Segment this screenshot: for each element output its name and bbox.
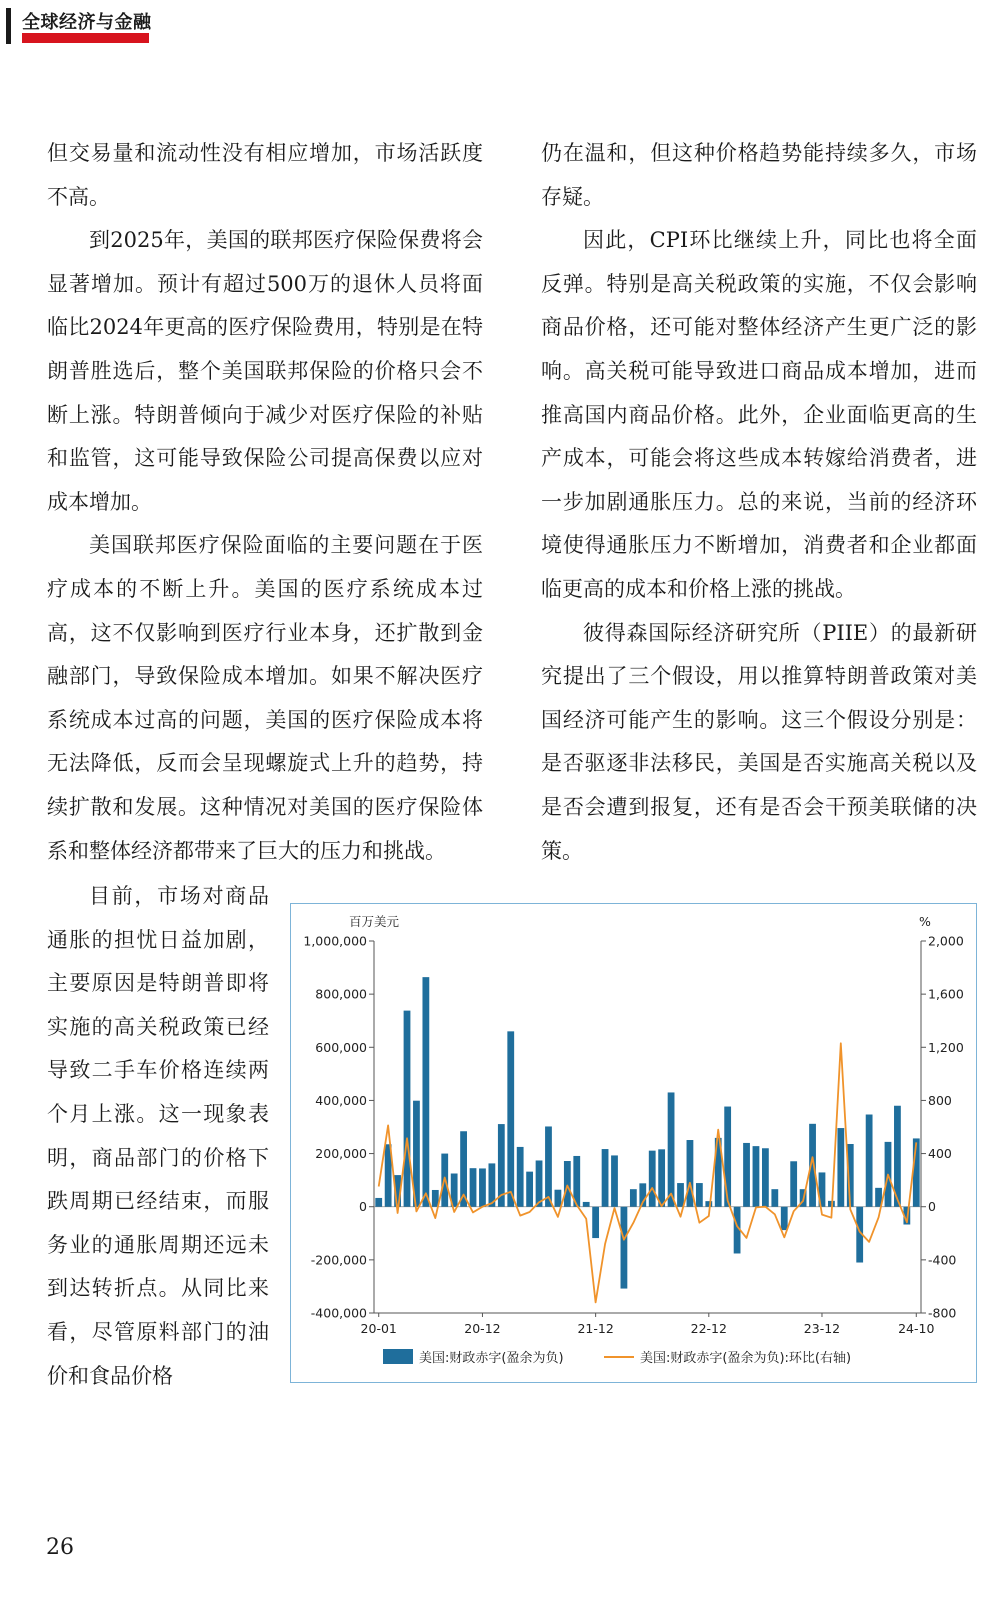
- x-tick-label: 22-12: [690, 1321, 727, 1336]
- right-tick-label: 400: [928, 1146, 952, 1162]
- right-column-paragraph: 仍在温和，但这种价格趋势能持续多久，市场存疑。: [541, 141, 977, 209]
- left-tick-label: 600,000: [315, 1039, 367, 1055]
- header-red-underline: [22, 33, 149, 43]
- left-column-paragraph: 美国联邦医疗保险面临的主要问题在于医疗成本的不断上升。美国的医疗系统成本过高，这不仅影响到医疗行业本身，还扩散到金融部门，导致保险成本增加。如果不解决医疗系统成本过高的问题，美国的医疗保险成本将无法降低，反而会呈现螺旋式上升的趋势，持续扩散和发展。这种情况对美国的医疗保险体系和整体经济都带来了巨大的压力和挑战。: [47, 533, 483, 863]
- legend-bar-swatch: [383, 1349, 413, 1364]
- right-column-paragraph: 因此，CPI环比继续上升，同比也将全面反弹。特别是高关税政策的实施，不仅会影响商品价格，还可能对整体经济产生更广泛的影响。高关税可能导致进口商品成本增加，进而推高国内商品价格。此外，企业面临更高的生产成本，可能会将这些成本转嫁给消费者，进一步加剧通胀压力。总的来说，当前的经济环境使得通胀压力不断增加，消费者和企业都面临更高的成本和价格上涨的挑战。: [541, 228, 977, 601]
- deficit-bar: [422, 977, 429, 1207]
- deficit-bar: [696, 1183, 703, 1207]
- x-tick-label: 20-12: [464, 1321, 501, 1336]
- deficit-bar: [658, 1149, 665, 1206]
- deficit-bar: [837, 1128, 844, 1207]
- deficit-bar: [545, 1126, 552, 1206]
- deficit-bar: [517, 1147, 524, 1207]
- header-accent-bar: [6, 8, 11, 44]
- deficit-bar: [470, 1168, 477, 1207]
- right-tick-label: -400: [928, 1252, 957, 1268]
- page-number: 26: [46, 1535, 74, 1560]
- right-tick-label: -800: [928, 1305, 957, 1321]
- left-tick-label: 400,000: [315, 1092, 367, 1108]
- x-tick-label: 23-12: [803, 1321, 841, 1336]
- right-tick-label: 0: [928, 1199, 936, 1215]
- x-tick-label: 21-12: [577, 1321, 614, 1336]
- narrow-column-paragraph: 目前，市场对商品通胀的担忧日益加剧，主要原因是特朗普即将实施的高关税政策已经导致二手车价格连续两个月上涨。这一现象表明，商品部门的价格下跌周期已经结束，而服务业的通胀周期还远未到达转折点。从同比来看，尽管原料部门的油价和食品价格: [47, 884, 269, 1388]
- right-axis-unit: %: [919, 914, 931, 929]
- deficit-bar: [583, 1202, 590, 1207]
- deficit-bar: [592, 1207, 599, 1238]
- deficit-chart: [290, 903, 977, 1383]
- left-column-paragraph: 但交易量和流动性没有相应增加，市场活跃度不高。: [47, 141, 483, 209]
- deficit-bar: [507, 1031, 514, 1206]
- deficit-bar: [677, 1183, 684, 1207]
- left-tick-label: 0: [359, 1199, 367, 1215]
- left-axis-unit: 百万美元: [349, 914, 400, 929]
- deficit-bar: [630, 1189, 637, 1207]
- deficit-bar: [724, 1107, 731, 1207]
- deficit-bar: [611, 1155, 618, 1206]
- x-tick-label: 24-10: [898, 1321, 935, 1336]
- x-tick-label: 20-01: [360, 1321, 397, 1336]
- right-tick-label: 2,000: [928, 933, 964, 949]
- left-tick-label: -200,000: [310, 1252, 367, 1268]
- deficit-bar: [536, 1160, 543, 1206]
- chart-svg: [291, 904, 975, 1381]
- section-title: 全球经济与金融: [22, 12, 152, 33]
- left-tick-label: 200,000: [315, 1146, 367, 1162]
- deficit-bar: [781, 1207, 788, 1230]
- deficit-bar: [479, 1168, 486, 1206]
- deficit-bar: [753, 1146, 760, 1207]
- deficit-bar: [564, 1161, 571, 1207]
- legend-bar-label: 美国:财政赤字(盈余为负): [419, 1351, 564, 1366]
- left-column: [47, 132, 483, 873]
- legend-line-label: 美国:财政赤字(盈余为负):环比(右轴): [640, 1351, 852, 1366]
- deficit-bar: [375, 1198, 382, 1207]
- deficit-bar: [621, 1207, 628, 1289]
- deficit-bar: [555, 1190, 562, 1207]
- left-column-paragraph: 到2025年，美国的联邦医疗保险保费将会显著增加。预计有超过500万的退休人员将面临比2024年更高的医疗保险费用，特别是在特朗普胜选后，整个美国联邦保险的价格只会不断上涨。特朗普倾向于减少对医疗保险的补贴和监管，这可能导致保险公司提高保费以应对成本增加。: [47, 228, 483, 514]
- left-tick-label: 1,000,000: [303, 933, 367, 949]
- deficit-bar: [771, 1189, 778, 1207]
- right-column-paragraph: 彼得森国际经济研究所（PIIE）的最新研究提出了三个假设，用以推算特朗普政策对美国经济可能产生的影响。这三个假设分别是：是否驱逐非法移民，美国是否实施高关税以及是否会遭到报复，还有是否会干预美联储的决策。: [541, 620, 977, 863]
- left-tick-label: -400,000: [310, 1305, 367, 1321]
- right-tick-label: 1,600: [928, 986, 964, 1002]
- narrow-column: [47, 875, 269, 1398]
- right-column: [541, 132, 977, 873]
- deficit-bar: [404, 1011, 411, 1207]
- deficit-bar: [762, 1148, 769, 1206]
- deficit-bar: [668, 1092, 675, 1206]
- left-tick-label: 800,000: [315, 986, 367, 1002]
- right-tick-label: 800: [928, 1092, 952, 1108]
- deficit-bar: [602, 1149, 609, 1207]
- deficit-bar: [866, 1115, 873, 1207]
- deficit-bar: [649, 1151, 656, 1207]
- deficit-bar: [743, 1143, 750, 1207]
- deficit-bar: [790, 1161, 797, 1206]
- deficit-bar: [526, 1172, 533, 1207]
- right-tick-label: 1,200: [928, 1039, 964, 1055]
- mom-change-line: [379, 1043, 917, 1302]
